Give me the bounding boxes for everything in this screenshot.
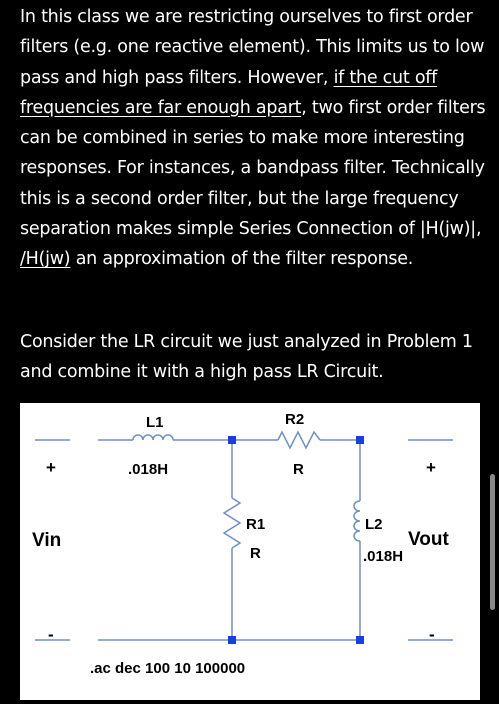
schematic-svg	[20, 403, 480, 700]
l1-value-label: .018H	[128, 461, 169, 478]
angle-term: /H(jw)	[20, 249, 71, 270]
r1-value-label: R	[250, 545, 261, 562]
plus-right-label: +	[426, 458, 436, 477]
plus-left-label: +	[46, 458, 56, 477]
node-top-middle	[228, 436, 236, 444]
paragraph-problem: Consider the LR circuit we just analyzed in Problem 1 and combine it with a high pass LR Circuit.	[20, 332, 473, 383]
vin-label: Vin	[32, 530, 62, 551]
ac-directive-label: .ac dec 100 10 100000	[90, 660, 246, 677]
minus-left-label: -	[48, 625, 54, 644]
resistor-r2	[278, 432, 320, 448]
paragraph-text-3: an approximation of the filter response.	[70, 249, 414, 270]
node-top-right	[356, 436, 364, 444]
inductor-l1	[133, 435, 173, 440]
paragraph-filters	[20, 2, 490, 275]
vout-label: Vout	[408, 529, 449, 550]
minus-right-label: -	[429, 625, 435, 644]
r2-value-label: R	[293, 461, 304, 478]
node-bottom-right	[356, 636, 364, 644]
circuit-schematic	[20, 403, 480, 700]
r1-label: R1	[246, 516, 266, 533]
scrollbar-thumb[interactable]	[490, 474, 495, 610]
l1-label: L1	[146, 414, 164, 431]
l2-label: L2	[365, 516, 383, 533]
paragraph-text-1: In this class we are restricting ourselves to first order filters (e.g. one reactive element). This limits us to low pass and high pass filters. However,	[20, 7, 485, 88]
r2-label: R2	[285, 411, 305, 428]
underlined-phrase: if the cut off frequencies are far enough apart	[20, 67, 438, 118]
resistor-r1	[224, 498, 240, 548]
paragraph-text-2: , two first order filters can be combined in series to make more interesting responses. For instances, a bandpass filter. Technically this is a second order filter, but the large frequency separation makes simple Series Connection of |H(jw)|,	[20, 97, 486, 240]
inductor-l2	[354, 501, 360, 541]
l2-value-label: .018H	[363, 548, 404, 565]
node-bottom-middle	[228, 636, 236, 644]
